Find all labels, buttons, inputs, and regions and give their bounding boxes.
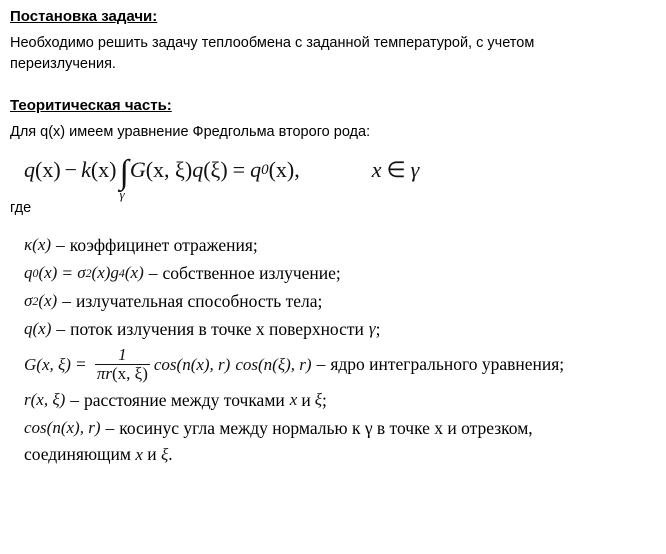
definition-cos-2-args: (n(ξ), r): [258, 354, 312, 374]
definition-equals: =: [75, 354, 86, 375]
section-heading-theory: Теоритическая часть:: [10, 96, 172, 114]
definition-symbol: G: [24, 354, 37, 374]
definition-symbol-args: (n(x), r): [46, 418, 101, 438]
continuation-text: соединяющим: [24, 443, 131, 464]
definition-row: [24, 345, 656, 385]
definition-symbol: r: [24, 390, 31, 410]
equation-equals: =: [232, 157, 246, 183]
definition-symbol: σ: [24, 291, 33, 311]
definition-symbol-args: (x, ξ): [36, 354, 71, 374]
equation-domain-in: ∈: [386, 157, 406, 183]
equation-k-args: (x): [90, 157, 117, 183]
continuation-line: [24, 444, 656, 465]
definition-symbol-args: (x, ξ): [30, 390, 66, 410]
definition-cos-2: cos: [235, 354, 259, 374]
definition-cos-1-args: (n(x), r): [176, 354, 231, 374]
definition-symbol: cos: [24, 418, 47, 438]
integral-glyph: ∫: [119, 153, 129, 191]
main-equation-fredholm: [24, 153, 656, 203]
definition-row: [24, 261, 656, 286]
spacer: [10, 143, 656, 151]
definition-symbol: q: [24, 319, 33, 339]
fraction-denominator-pi-r: πr: [96, 364, 112, 384]
definition-text: собственное излучение;: [162, 262, 341, 283]
equation-minus: −: [64, 157, 78, 183]
fraction-kernel-coefficient: [95, 346, 150, 383]
continuation-symbol-xi: ξ: [161, 444, 169, 464]
definition-text: поток излучения в точке х поверхности: [70, 318, 364, 339]
definition-symbol-subscript: 2: [32, 293, 39, 308]
definition-row: [24, 233, 656, 258]
definition-tail-and: и: [301, 389, 311, 410]
definition-dash: –: [148, 262, 158, 283]
definition-symbol-args: (x): [32, 235, 52, 255]
definition-cos-1: cos: [153, 354, 177, 374]
definition-equals: =: [62, 262, 73, 283]
definition-rhs-sigma-args: (x): [91, 263, 111, 283]
definition-row: [24, 317, 656, 342]
equation-lhs-q: q: [24, 157, 35, 183]
fraction-denominator-args: (x, ξ): [111, 364, 148, 384]
definition-symbol-args: (x): [38, 291, 58, 311]
definition-dash: –: [62, 290, 71, 311]
where-label: где: [10, 199, 32, 216]
integral-lower-limit: γ: [119, 187, 125, 203]
definition-text: коэффицинет отражения;: [69, 234, 258, 255]
spacer: [10, 75, 656, 97]
fraction-numerator: 1: [118, 345, 127, 365]
equation-lhs-q-args: (x): [35, 157, 61, 183]
definition-dash: –: [105, 417, 115, 438]
definition-symbol: q: [24, 263, 33, 283]
spacer: [10, 184, 656, 203]
definition-rhs-g-exponent: 4: [118, 265, 125, 280]
equation-domain-gamma: γ: [410, 157, 420, 183]
spacer: [10, 219, 656, 233]
definition-list: [24, 233, 656, 441]
equation-kernel-args: (x, ξ): [145, 157, 193, 183]
continuation-punct: .: [168, 443, 173, 464]
definition-dash: –: [56, 318, 66, 339]
equation-domain-x: x: [371, 157, 382, 183]
definition-text: излучательная способность тела;: [75, 290, 323, 311]
definition-symbol-args: (x): [38, 263, 58, 283]
fraction-denominator: [95, 364, 150, 383]
equation-rhs-subscript: 0: [261, 161, 269, 178]
definition-rhs-sigma-subscript: 2: [85, 265, 92, 280]
definition-symbol-subscript: 0: [32, 265, 39, 280]
definition-text: ядро интегрального уравнения;: [330, 354, 565, 375]
definition-tail-symbol: γ: [368, 319, 376, 339]
paragraph-problem-statement: Необходимо решить задачу теплообмена с заданной температурой, с учетом переизлучения.: [10, 34, 535, 72]
definition-row: [24, 388, 656, 413]
definition-rhs-g-args: (x): [124, 263, 144, 283]
equation-k: k: [81, 157, 91, 183]
definition-tail-punct: ;: [375, 318, 381, 339]
equation-q-inner: q: [192, 157, 204, 183]
definition-tail-punct: ;: [321, 389, 327, 410]
equation-q-inner-args: (ξ): [203, 157, 228, 183]
definition-text: расстояние между точками: [84, 389, 285, 410]
section-heading-problem-statement: Постановка задачи:: [10, 8, 158, 25]
integral-symbol: [119, 153, 129, 203]
equation-kernel: G: [129, 157, 146, 183]
definition-tail-xi: ξ: [314, 390, 322, 410]
equation-rhs-q: q: [250, 157, 262, 183]
definition-text: косинус угла между нормалью к γ в точке х и отрезком,: [119, 417, 533, 438]
definition-rhs-g: g: [110, 263, 119, 283]
definition-dash: –: [316, 354, 326, 375]
definition-tail-x: x: [289, 390, 298, 410]
equation-rhs-args: (x),: [268, 157, 300, 183]
definition-symbol: κ: [24, 235, 33, 255]
definition-row: [24, 289, 656, 314]
definition-row: [24, 416, 656, 441]
definition-dash: –: [70, 389, 80, 410]
definition-rhs-sigma: σ: [77, 263, 86, 283]
continuation-and: и: [147, 443, 157, 464]
definition-dash: –: [56, 234, 65, 255]
paragraph-theory: Для q(x) имеем уравнение Фредгольма второго рода:: [10, 123, 371, 140]
continuation-symbol-x: x: [135, 444, 143, 464]
definition-symbol-args: (x): [32, 319, 52, 339]
